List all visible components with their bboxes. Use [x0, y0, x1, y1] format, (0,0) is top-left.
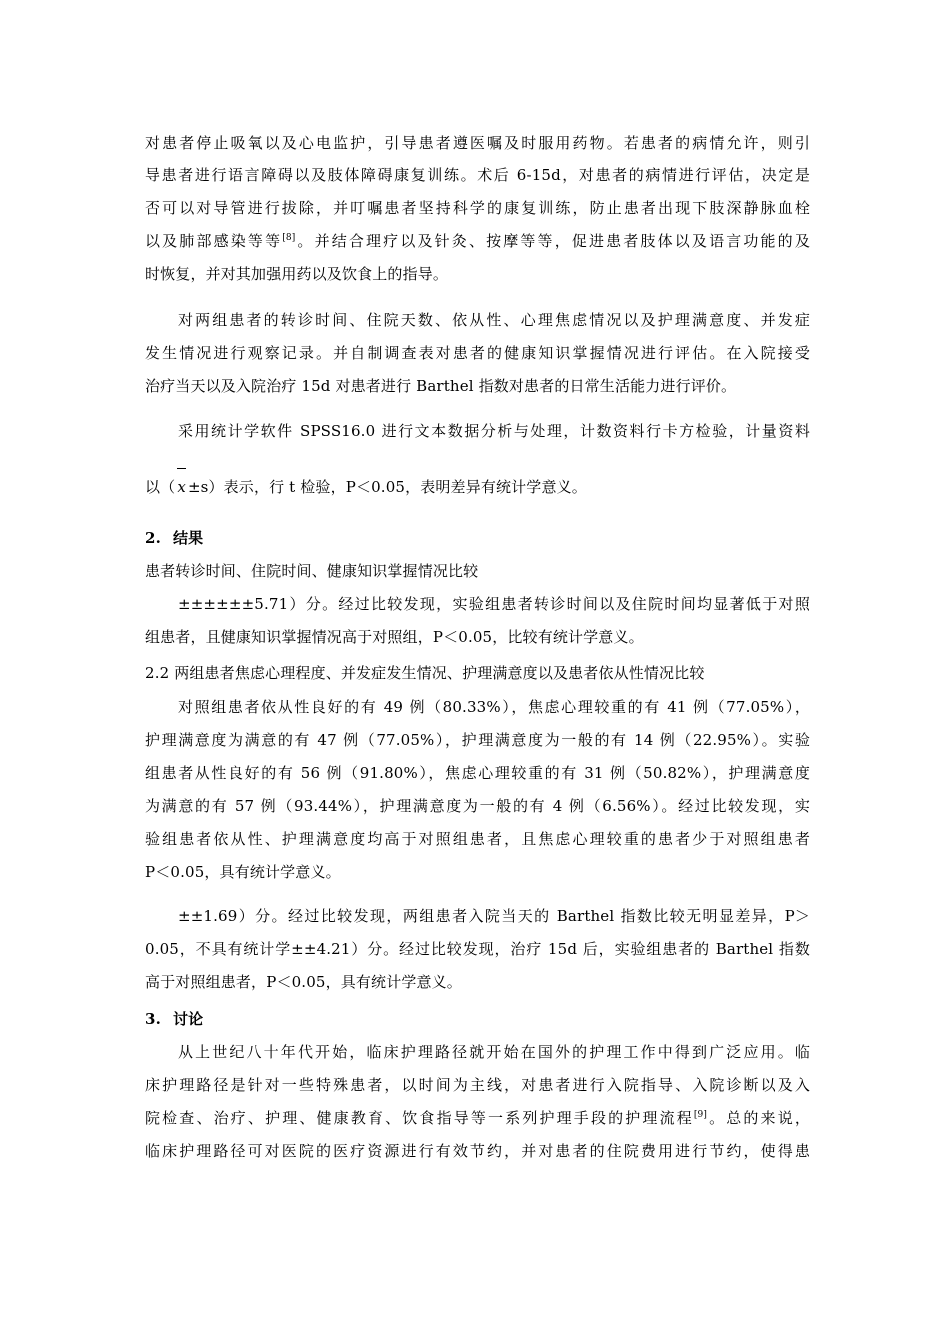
- citation-ref: [9]: [693, 1110, 708, 1120]
- text-line: 对患者停止吸氧以及心电监护，引导患者遵医嘱及时服用药物。若患者的病情允许，则引: [145, 134, 810, 152]
- text-line: [145, 1108, 810, 1128]
- section-heading: [145, 1009, 203, 1029]
- section-number: 3.: [145, 1010, 161, 1028]
- text-line: 为满意的有 57 例（93.44%），护理满意度为一般的有 4 例（6.56%）。经过比较发现，实: [145, 797, 810, 815]
- text-span: 。总的来说，: [707, 1109, 810, 1127]
- text-line: ±±±±±±5.71）分。经过比较发现，实验组患者转诊时间以及住院时间均显著低于对照: [178, 595, 810, 613]
- section-title: 讨论: [173, 1010, 204, 1028]
- text-span: 院检查、治疗、护理、健康教育、饮食指导等一系列护理手段的护理流程: [145, 1109, 694, 1127]
- citation-ref: [8]: [282, 233, 296, 243]
- text-line: [145, 477, 587, 497]
- text-span: 以及肺部感染等等: [145, 232, 283, 250]
- section-title: 结果: [173, 529, 204, 547]
- text-line: P＜0.05，具有统计学意义。: [145, 863, 341, 881]
- text-line: 组患者从性良好的有 56 例（91.80%），焦虑心理较重的有 31 例（50.82%），护理满意度: [145, 764, 810, 782]
- mean-symbol: x: [177, 478, 186, 496]
- text-line: 0.05，不具有统计学±±4.21）分。经过比较发现，治疗 15d 后，实验组患者的 Barthel 指数: [145, 940, 810, 958]
- text-line: 对照组患者依从性良好的有 49 例（80.33%），焦虑心理较重的有 41 例（77.05%），: [178, 698, 810, 716]
- text-line: 采用统计学软件 SPSS16.0 进行文本数据分析与处理，计数资料行卡方检验，计量资料: [178, 422, 810, 440]
- text-line: 组患者，且健康知识掌握情况高于对照组，P＜0.05，比较有统计学意义。: [145, 628, 644, 646]
- text-line: 治疗当天以及入院治疗 15d 对患者进行 Barthel 指数对患者的日常生活能力进行评价。: [145, 377, 737, 395]
- text-line: 护理满意度为满意的有 47 例（77.05%），护理满意度为一般的有 14 例（22.95%）。实验: [145, 731, 810, 749]
- text-line: 从上世纪八十年代开始，临床护理路径就开始在国外的护理工作中得到广泛应用。临: [178, 1043, 810, 1061]
- text-line: [145, 231, 810, 251]
- text-line: 发生情况进行观察记录。并自制调查表对患者的健康知识掌握情况进行评估。在入院接受: [145, 344, 810, 362]
- text-line: ±±1.69）分。经过比较发现，两组患者入院当天的 Barthel 指数比较无明显差异，P＞: [178, 907, 810, 925]
- text-span: 。并结合理疗以及针灸、按摩等等，促进患者肢体以及语言功能的及: [295, 232, 810, 250]
- section-heading: [145, 528, 203, 548]
- text-line: 时恢复，并对其加强用药以及饮食上的指导。: [145, 265, 449, 283]
- text-line: 验组患者依从性、护理满意度均高于对照组患者，且焦虑心理较重的患者少于对照组患者: [145, 830, 810, 848]
- text-line: 对两组患者的转诊时间、住院天数、依从性、心理焦虑情况以及护理满意度、并发症: [178, 311, 810, 329]
- text-line: 临床护理路径可对医院的医疗资源进行有效节约，并对患者的住院费用进行节约，使得患: [145, 1142, 810, 1160]
- text-span: ±s）表示，行 t 检验，P＜0.05，表明差异有统计学意义。: [187, 478, 587, 496]
- text-line: 床护理路径是针对一些特殊患者，以时间为主线，对患者进行入院指导、入院诊断以及入: [145, 1076, 810, 1094]
- text-span: 以（: [145, 478, 176, 496]
- text-line: 否可以对导管进行拔除，并叮嘱患者坚持科学的康复训练，防止患者出现下肢深静脉血栓: [145, 199, 810, 217]
- text-line: 高于对照组患者，P＜0.05，具有统计学意义。: [145, 973, 462, 991]
- subsection-heading: 患者转诊时间、住院时间、健康知识掌握情况比较: [145, 562, 479, 580]
- text-line: 导患者进行语言障碍以及肢体障碍康复训练。术后 6-15d，对患者的病情进行评估，决定是: [145, 166, 810, 184]
- section-number: 2.: [145, 529, 161, 547]
- subsection-heading: 2.2 两组患者焦虑心理程度、并发症发生情况、护理满意度以及患者依从性情况比较: [145, 664, 705, 682]
